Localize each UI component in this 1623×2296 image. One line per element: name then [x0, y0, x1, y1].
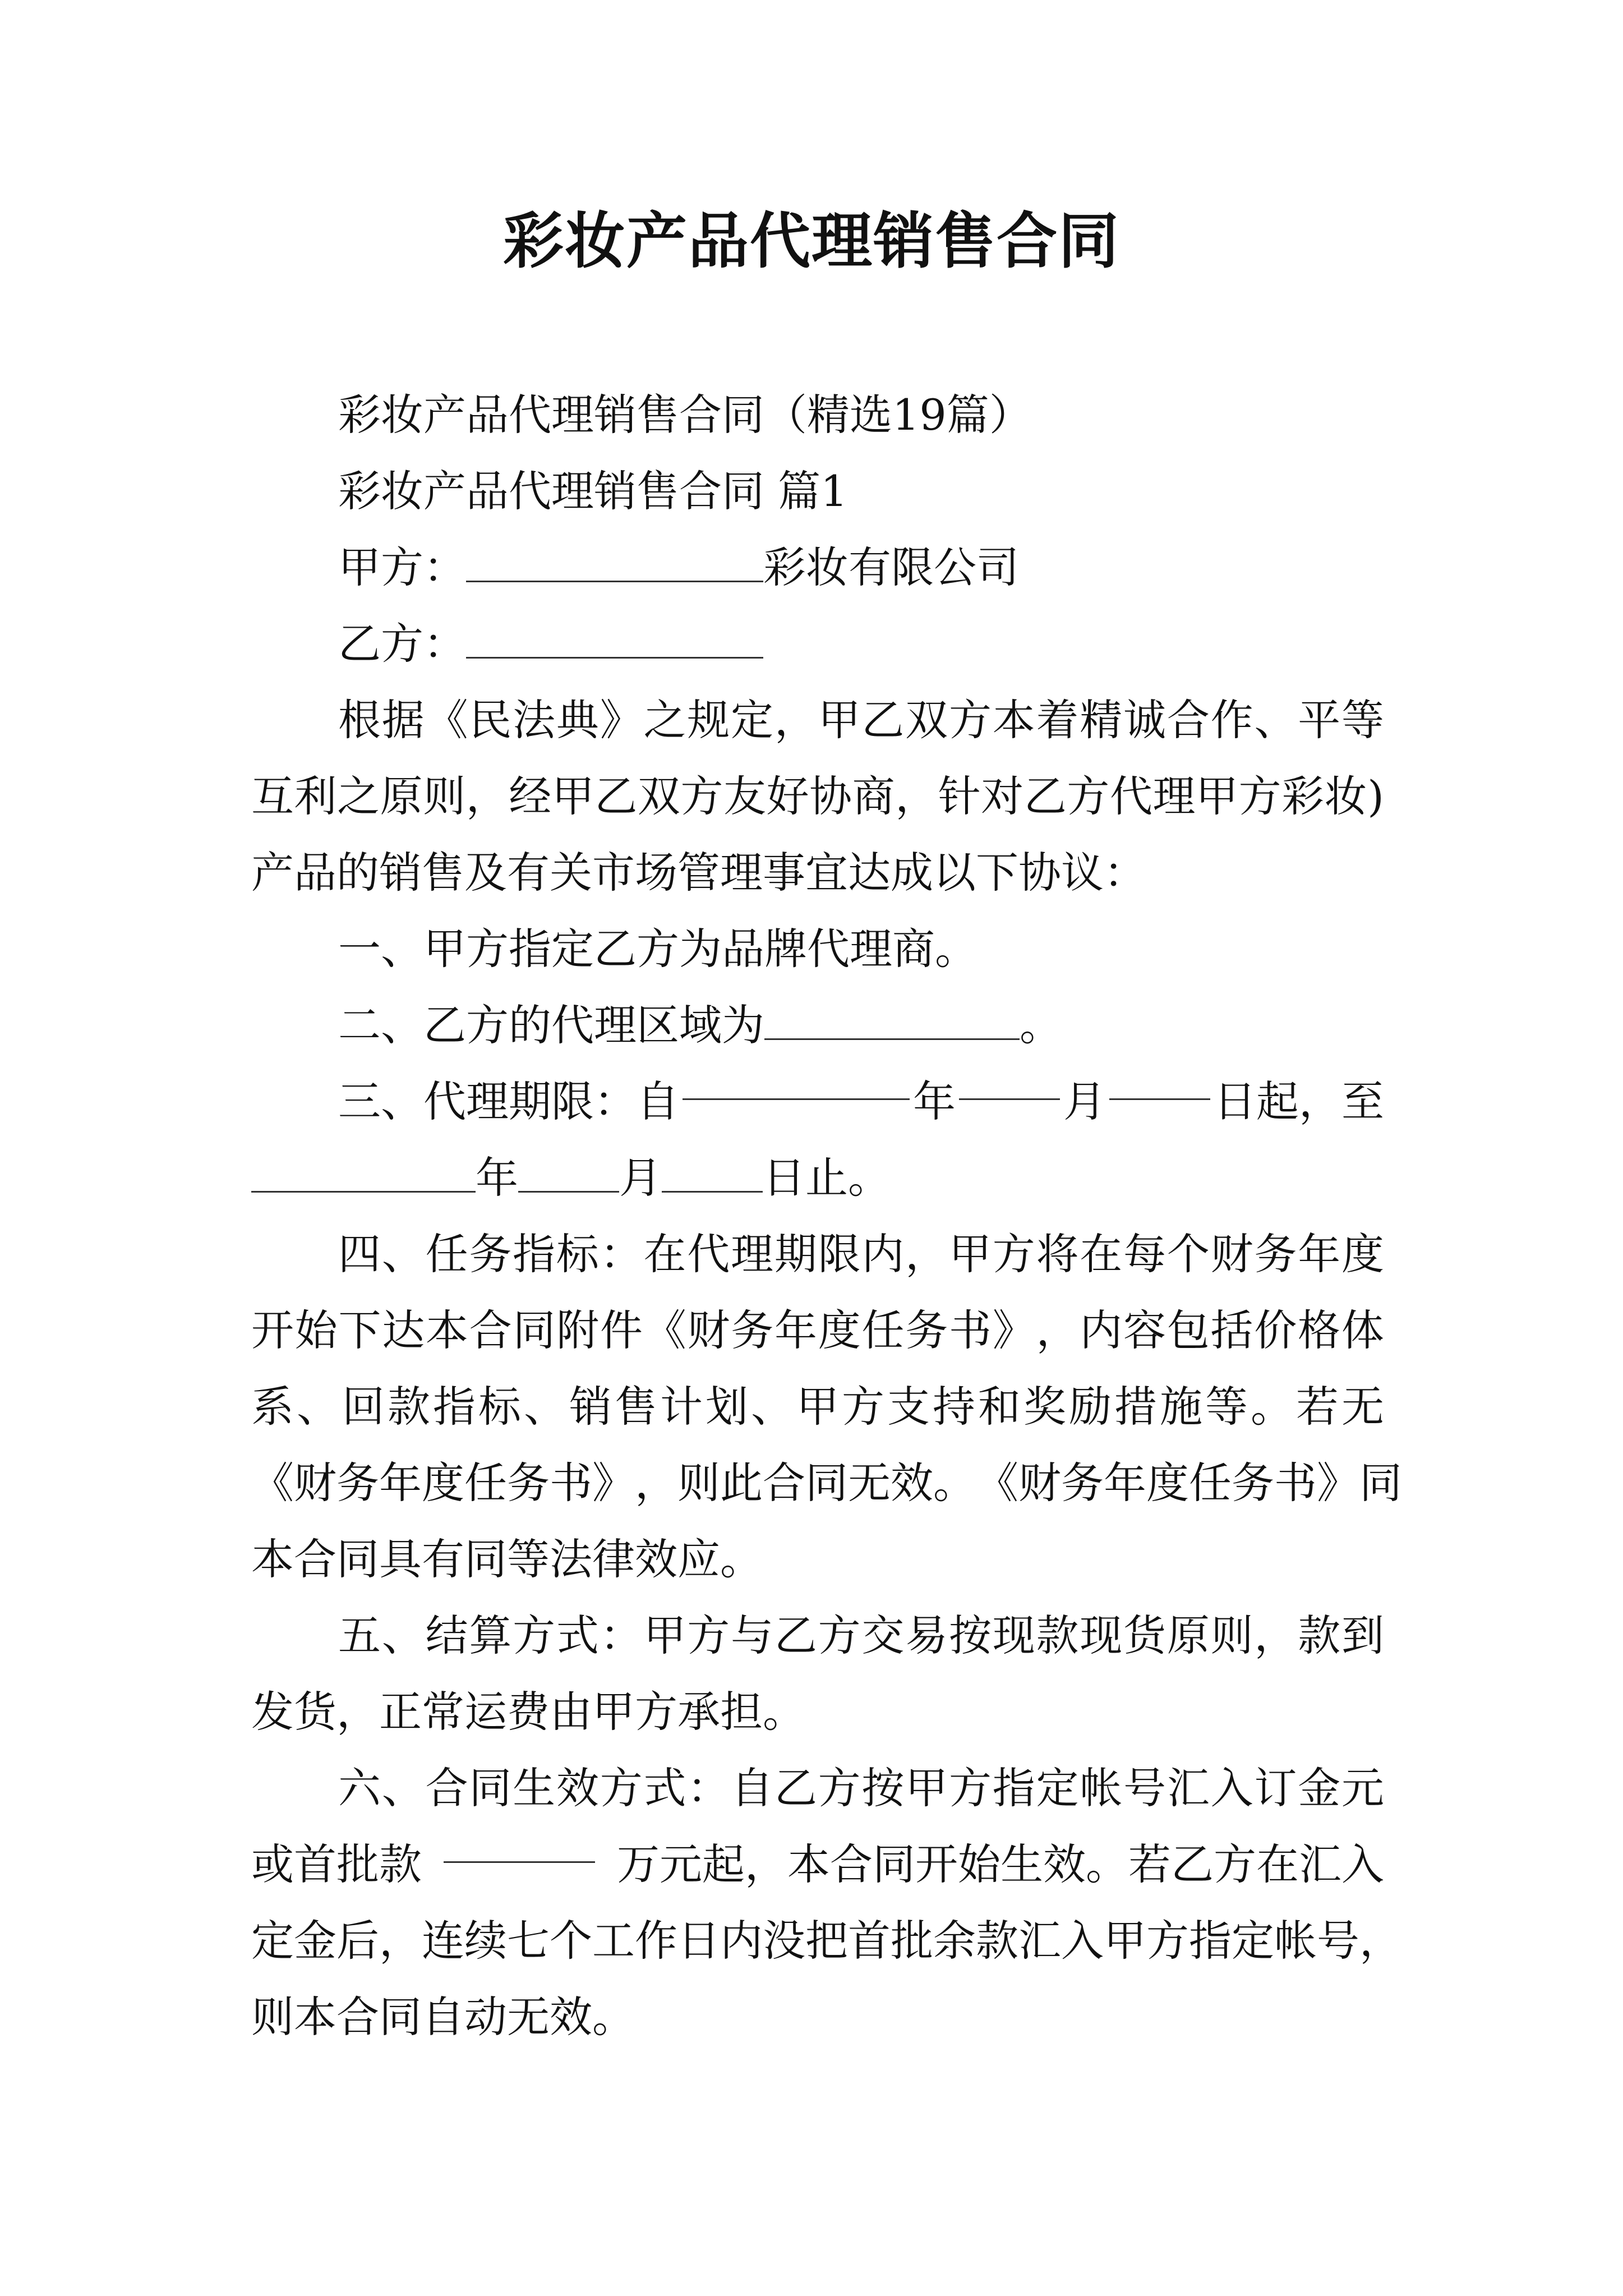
- party-a-suffix: 彩妆有限公司: [763, 542, 1019, 592]
- start-year-blank: [683, 1064, 910, 1100]
- clause-2-prefix: 二、乙方的代理区域为: [338, 1000, 764, 1050]
- start-day-label: 日起，至: [1214, 1076, 1384, 1126]
- clause-4-line-4: 《 财 务 年 度 任 务 书 》 ， 则 此 合 同 无 效 。 《 财 务 年 度 任 务 书 》 同: [251, 1458, 1402, 1508]
- start-month-label: 月: [1063, 1076, 1106, 1126]
- party-a-line: [251, 530, 1384, 606]
- end-day-label: 日止。: [763, 1153, 891, 1203]
- party-b-line: [251, 606, 1384, 682]
- document-body: [251, 377, 1402, 2055]
- party-b-blank: [466, 622, 763, 659]
- clause-6-line-1: 六 、 合 同 生 效 方 式 ： 自 乙 方 按 甲 方 指 定 帐 号 汇 入 订 金 元: [338, 1763, 1384, 1813]
- clause-2: [251, 987, 1384, 1064]
- end-day-blank: [662, 1156, 763, 1193]
- clause-5-line-1: 五 、 结 算 方 式 ： 甲 方 与 乙 方 交 易 按 现 款 现 货 原 则 ， 款 到: [338, 1611, 1384, 1660]
- clause-6-line-4: 则本合同自动无效。: [251, 1992, 635, 2042]
- party-a-blank: [466, 546, 763, 582]
- start-month-blank: [959, 1064, 1060, 1100]
- intro-line-1: 根 据 《 民 法 典 》 之 规 定 ， 甲 乙 双 方 本 着 精 诚 合 作 、 平 等: [338, 695, 1384, 745]
- clause-3-line-2: [251, 1140, 1384, 1216]
- clause-3-prefix: 三、代理期限：自: [338, 1076, 679, 1126]
- party-b-label: 乙方：: [338, 619, 466, 669]
- end-year-blank: [251, 1156, 476, 1193]
- clause-4-line-2: 开 始 下 达 本 合 同 附 件 《 财 务 年 度 任 务 书 》 ， 内 容 包 括 价 格 体: [251, 1305, 1384, 1355]
- intro-line-3: 产品的销售及有关市场管理事宜达成以下协议：: [251, 848, 1146, 898]
- end-month-label: 月: [619, 1153, 662, 1203]
- party-a-label: 甲方：: [338, 542, 466, 592]
- clause-5-line-2: 发货，正常运费由甲方承担。: [251, 1687, 805, 1737]
- clause-3-line-1: [251, 1064, 1384, 1140]
- clause-6-line-2-prefix: 或首批款: [251, 1839, 422, 1889]
- subtitle: 彩妆产品代理销售合同（精选19篇）: [338, 390, 1032, 440]
- clause-6-line-2: [251, 1826, 1384, 1903]
- start-day-blank: [1109, 1064, 1210, 1100]
- section-heading: 彩妆产品代理销售合同 篇1: [338, 466, 848, 516]
- clause-6-line-3: 定 金 后 ， 连 续 七 个 工 作 日 内 没 把 首 批 余 款 汇 入 甲 方 指 定 帐 号 ，: [251, 1916, 1402, 1966]
- clause-4-line-5: 本合同具有同等法律效应。: [251, 1534, 763, 1584]
- first-payment-blank: [444, 1826, 595, 1863]
- clause-1: 一、甲方指定乙方为品牌代理商。: [338, 924, 978, 974]
- start-year-label: 年: [913, 1076, 956, 1126]
- document-title: 彩妆产品代理销售合同: [502, 206, 1120, 277]
- region-blank: [764, 1004, 1020, 1040]
- clause-6-line-2-suffix: 万元起，本合同开始生效。若乙方在汇入: [617, 1839, 1384, 1889]
- intro-line-2: 互 利 之 原 则 ， 经 甲 乙 双 方 友 好 协 商 ， 针 对 乙 方 代 理 甲 方 彩 妆 ): [251, 771, 1384, 821]
- end-year-label: 年: [476, 1153, 518, 1203]
- clause-4-line-3: 系 、 回 款 指 标 、 销 售 计 划 、 甲 方 支 持 和 奖 励 措 施 等 。 若 无: [251, 1382, 1384, 1432]
- end-month-blank: [518, 1156, 619, 1193]
- clause-4-line-1: 四 、 任 务 指 标 ： 在 代 理 期 限 内 ， 甲 方 将 在 每 个 财 务 年 度: [338, 1229, 1384, 1279]
- clause-2-suffix: 。: [1020, 1000, 1062, 1050]
